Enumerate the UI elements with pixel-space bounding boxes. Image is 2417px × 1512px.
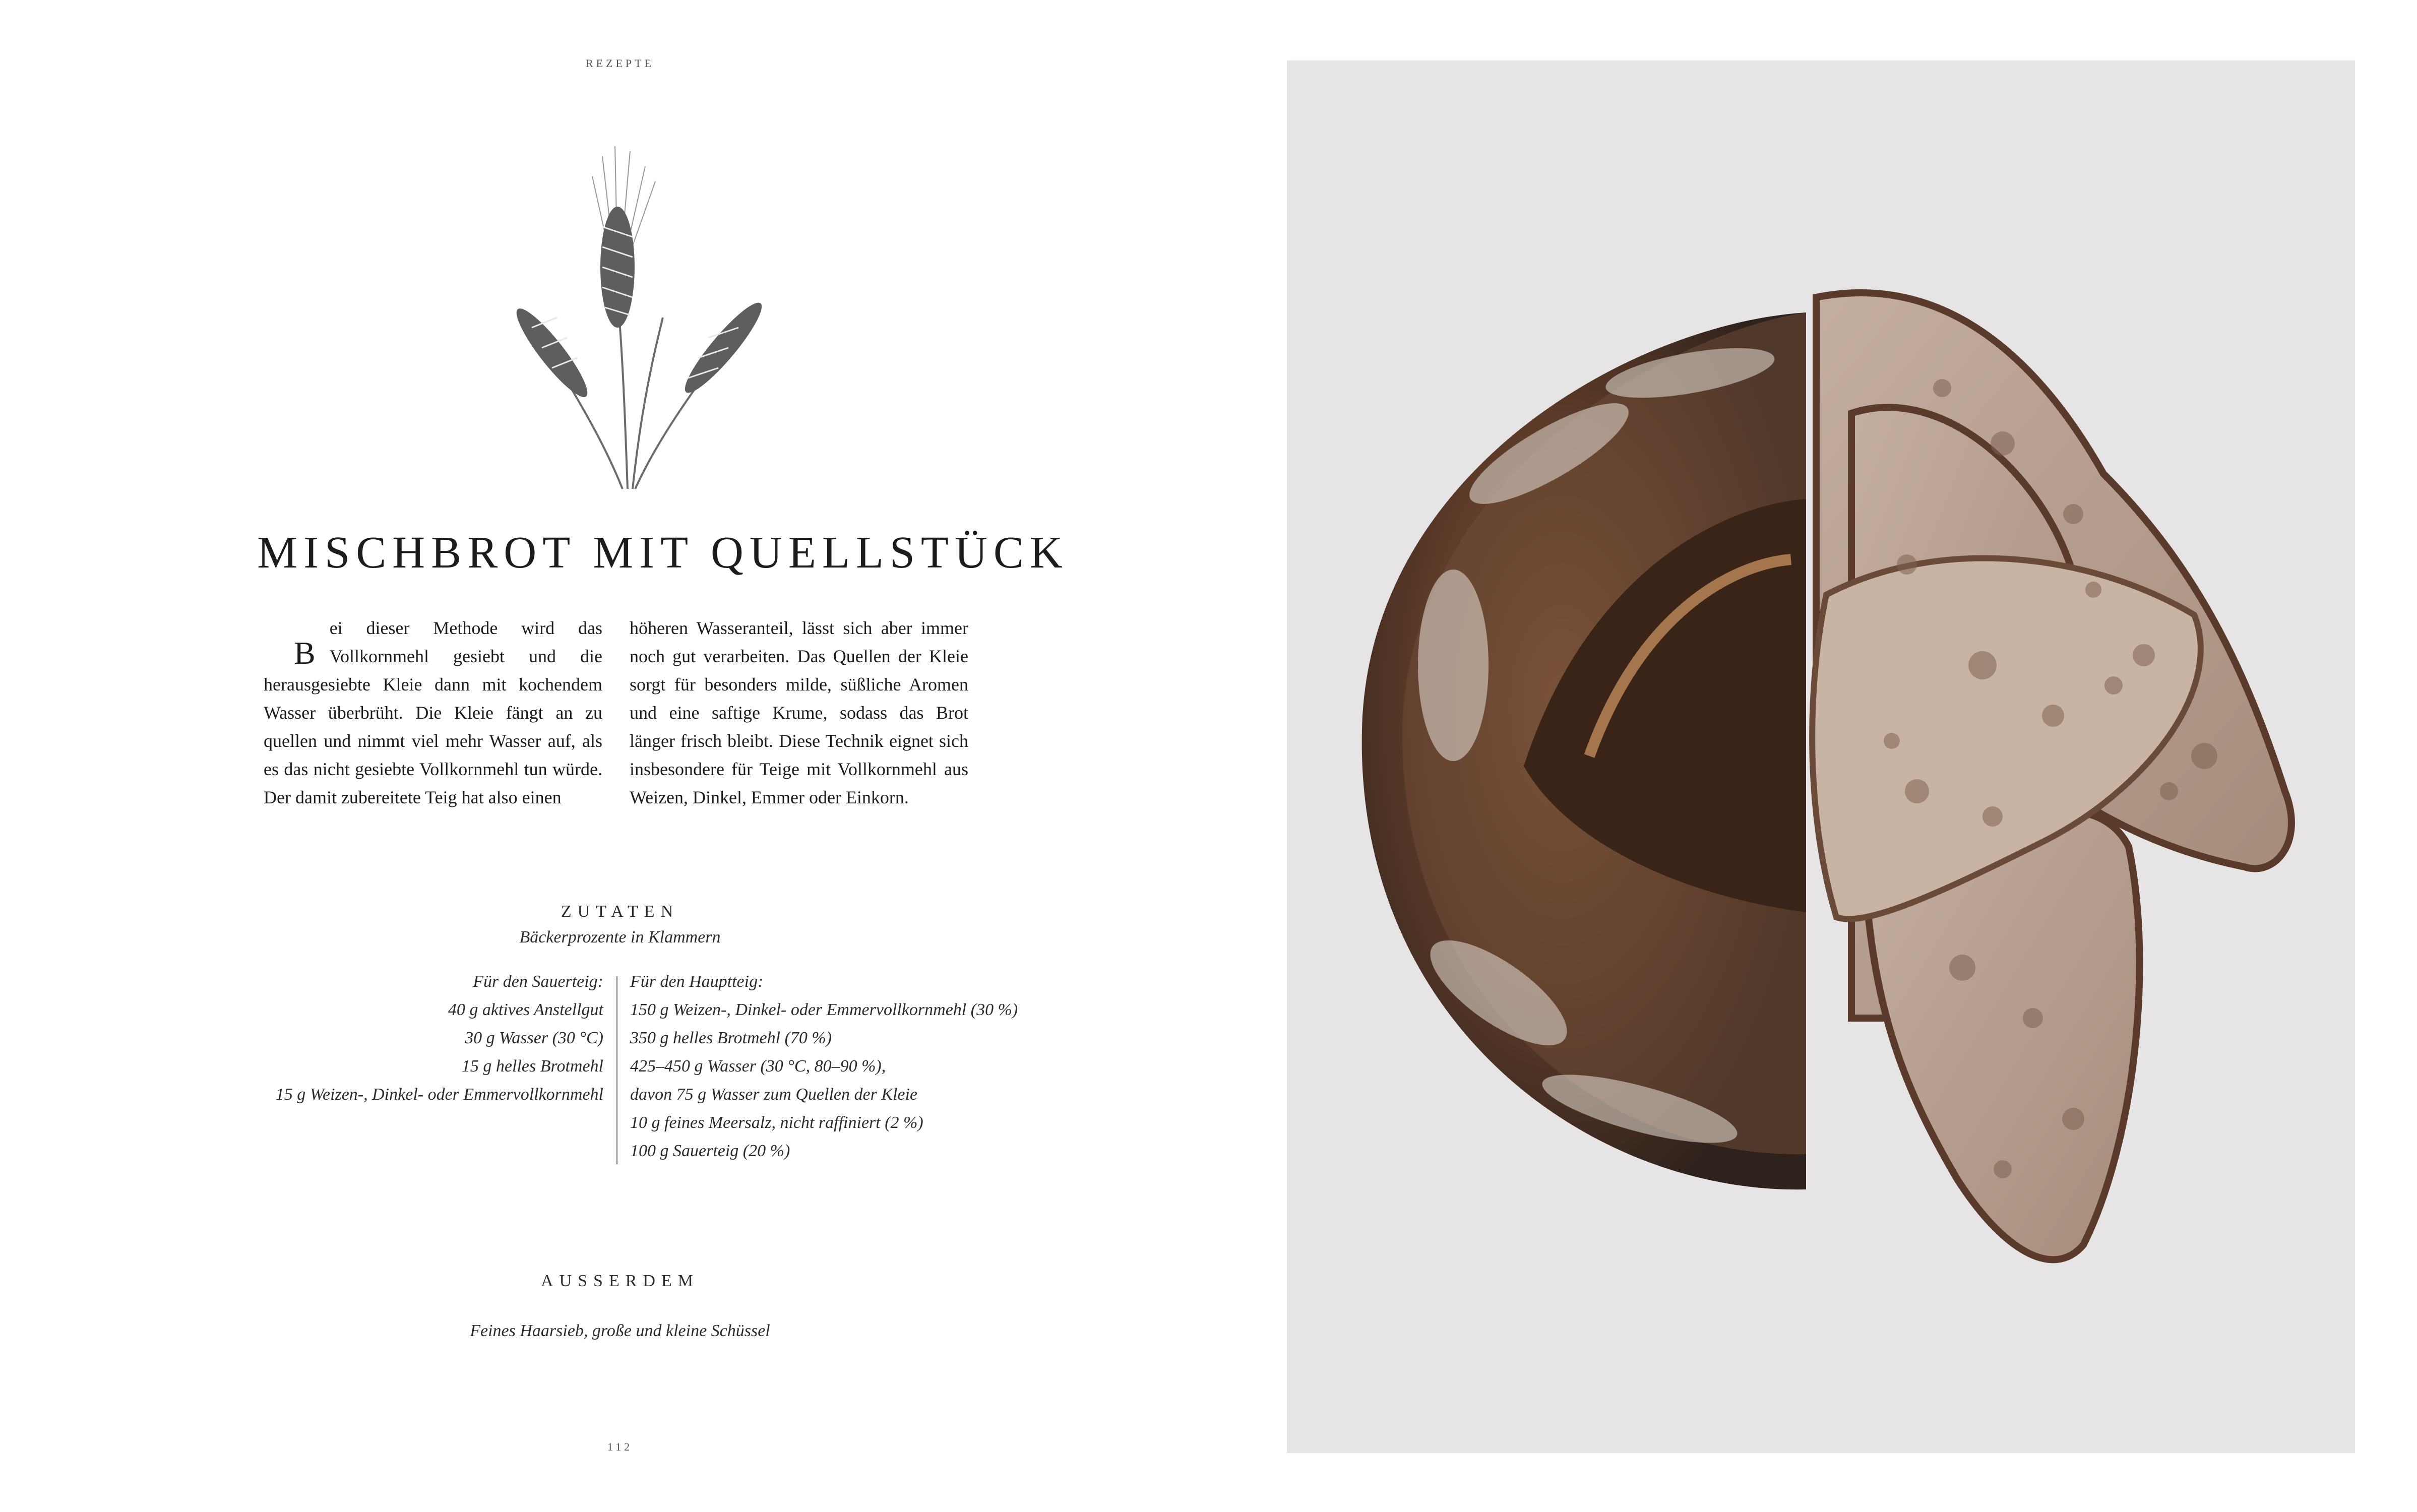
sourdough-item: 30 g Wasser (30 °C) [465, 1029, 603, 1047]
intro-left-column [264, 614, 602, 811]
section-label: REZEPTE [585, 57, 655, 70]
drop-cap: B [294, 635, 316, 671]
ingredients-subheading: Bäckerprozente in Klammern [519, 928, 721, 947]
main-dough-item: 425–450 g Wasser (30 °C, 80–90 %), [630, 1057, 886, 1076]
ingredients-divider [616, 976, 617, 1164]
main-dough-item: 10 g feines Meersalz, nicht raffiniert (2 %) [630, 1113, 923, 1132]
page-number: 112 [607, 1440, 633, 1453]
sourdough-item: 40 g aktives Anstellgut [448, 1000, 603, 1019]
ingredients-heading: ZUTATEN [561, 902, 679, 921]
main-dough-item: 350 g helles Brotmehl (70 %) [630, 1029, 832, 1047]
sourdough-list [276, 968, 603, 1109]
main-dough-item: 150 g Weizen-, Dinkel- oder Emmervollkornmehl (30 %) [630, 1000, 1018, 1019]
extras-heading: AUSSERDEM [541, 1272, 699, 1290]
main-dough-list [630, 968, 1018, 1165]
intro-right-column: höheren Wasseranteil, lässt sich aber immer noch gut verarbeiten. Das Quellen der Kleie sorgt für besonders milde, süßliche Aromen und eine saftige Krume, sodass das Brot länger frisch bleibt. Diese Technik eignet sich insbesondere für Teige mit Vollkornmehl aus Weizen, Dinkel, Emmer oder Einkorn. [630, 618, 968, 807]
sourdough-item: 15 g helles Brotmehl [461, 1057, 603, 1076]
extras-text: Feines Haarsieb, große und kleine Schüssel [470, 1321, 770, 1340]
main-dough-item: 100 g Sauerteig (20 %) [630, 1142, 790, 1160]
bread-image [1287, 60, 2355, 1453]
main-dough-item: davon 75 g Wasser zum Quellen der Kleie [630, 1085, 918, 1104]
intro-left-text: ei dieser Methode wird das Vollkornmehl gesiebt und die herausgesiebte Kleie dann mit kochendem Wasser überbrüht. Die Kleie fängt an zu quellen und nimmt viel mehr Wasser auf, als es das nicht gesiebte Vollkornmehl tun würde. Der damit zubereitete Teig hat also einen [264, 618, 602, 807]
sourdough-item: 15 g Weizen-, Dinkel- oder Emmervollkornmehl [275, 1085, 603, 1104]
main-dough-title: Für den Hauptteig: [630, 972, 764, 991]
bread-photo [1287, 60, 2355, 1453]
sourdough-title: Für den Sauerteig: [473, 972, 603, 991]
recipe-title: MISCHBROT MIT QUELLSTÜCK [257, 528, 1069, 578]
wheat-illustration-icon [451, 116, 804, 519]
